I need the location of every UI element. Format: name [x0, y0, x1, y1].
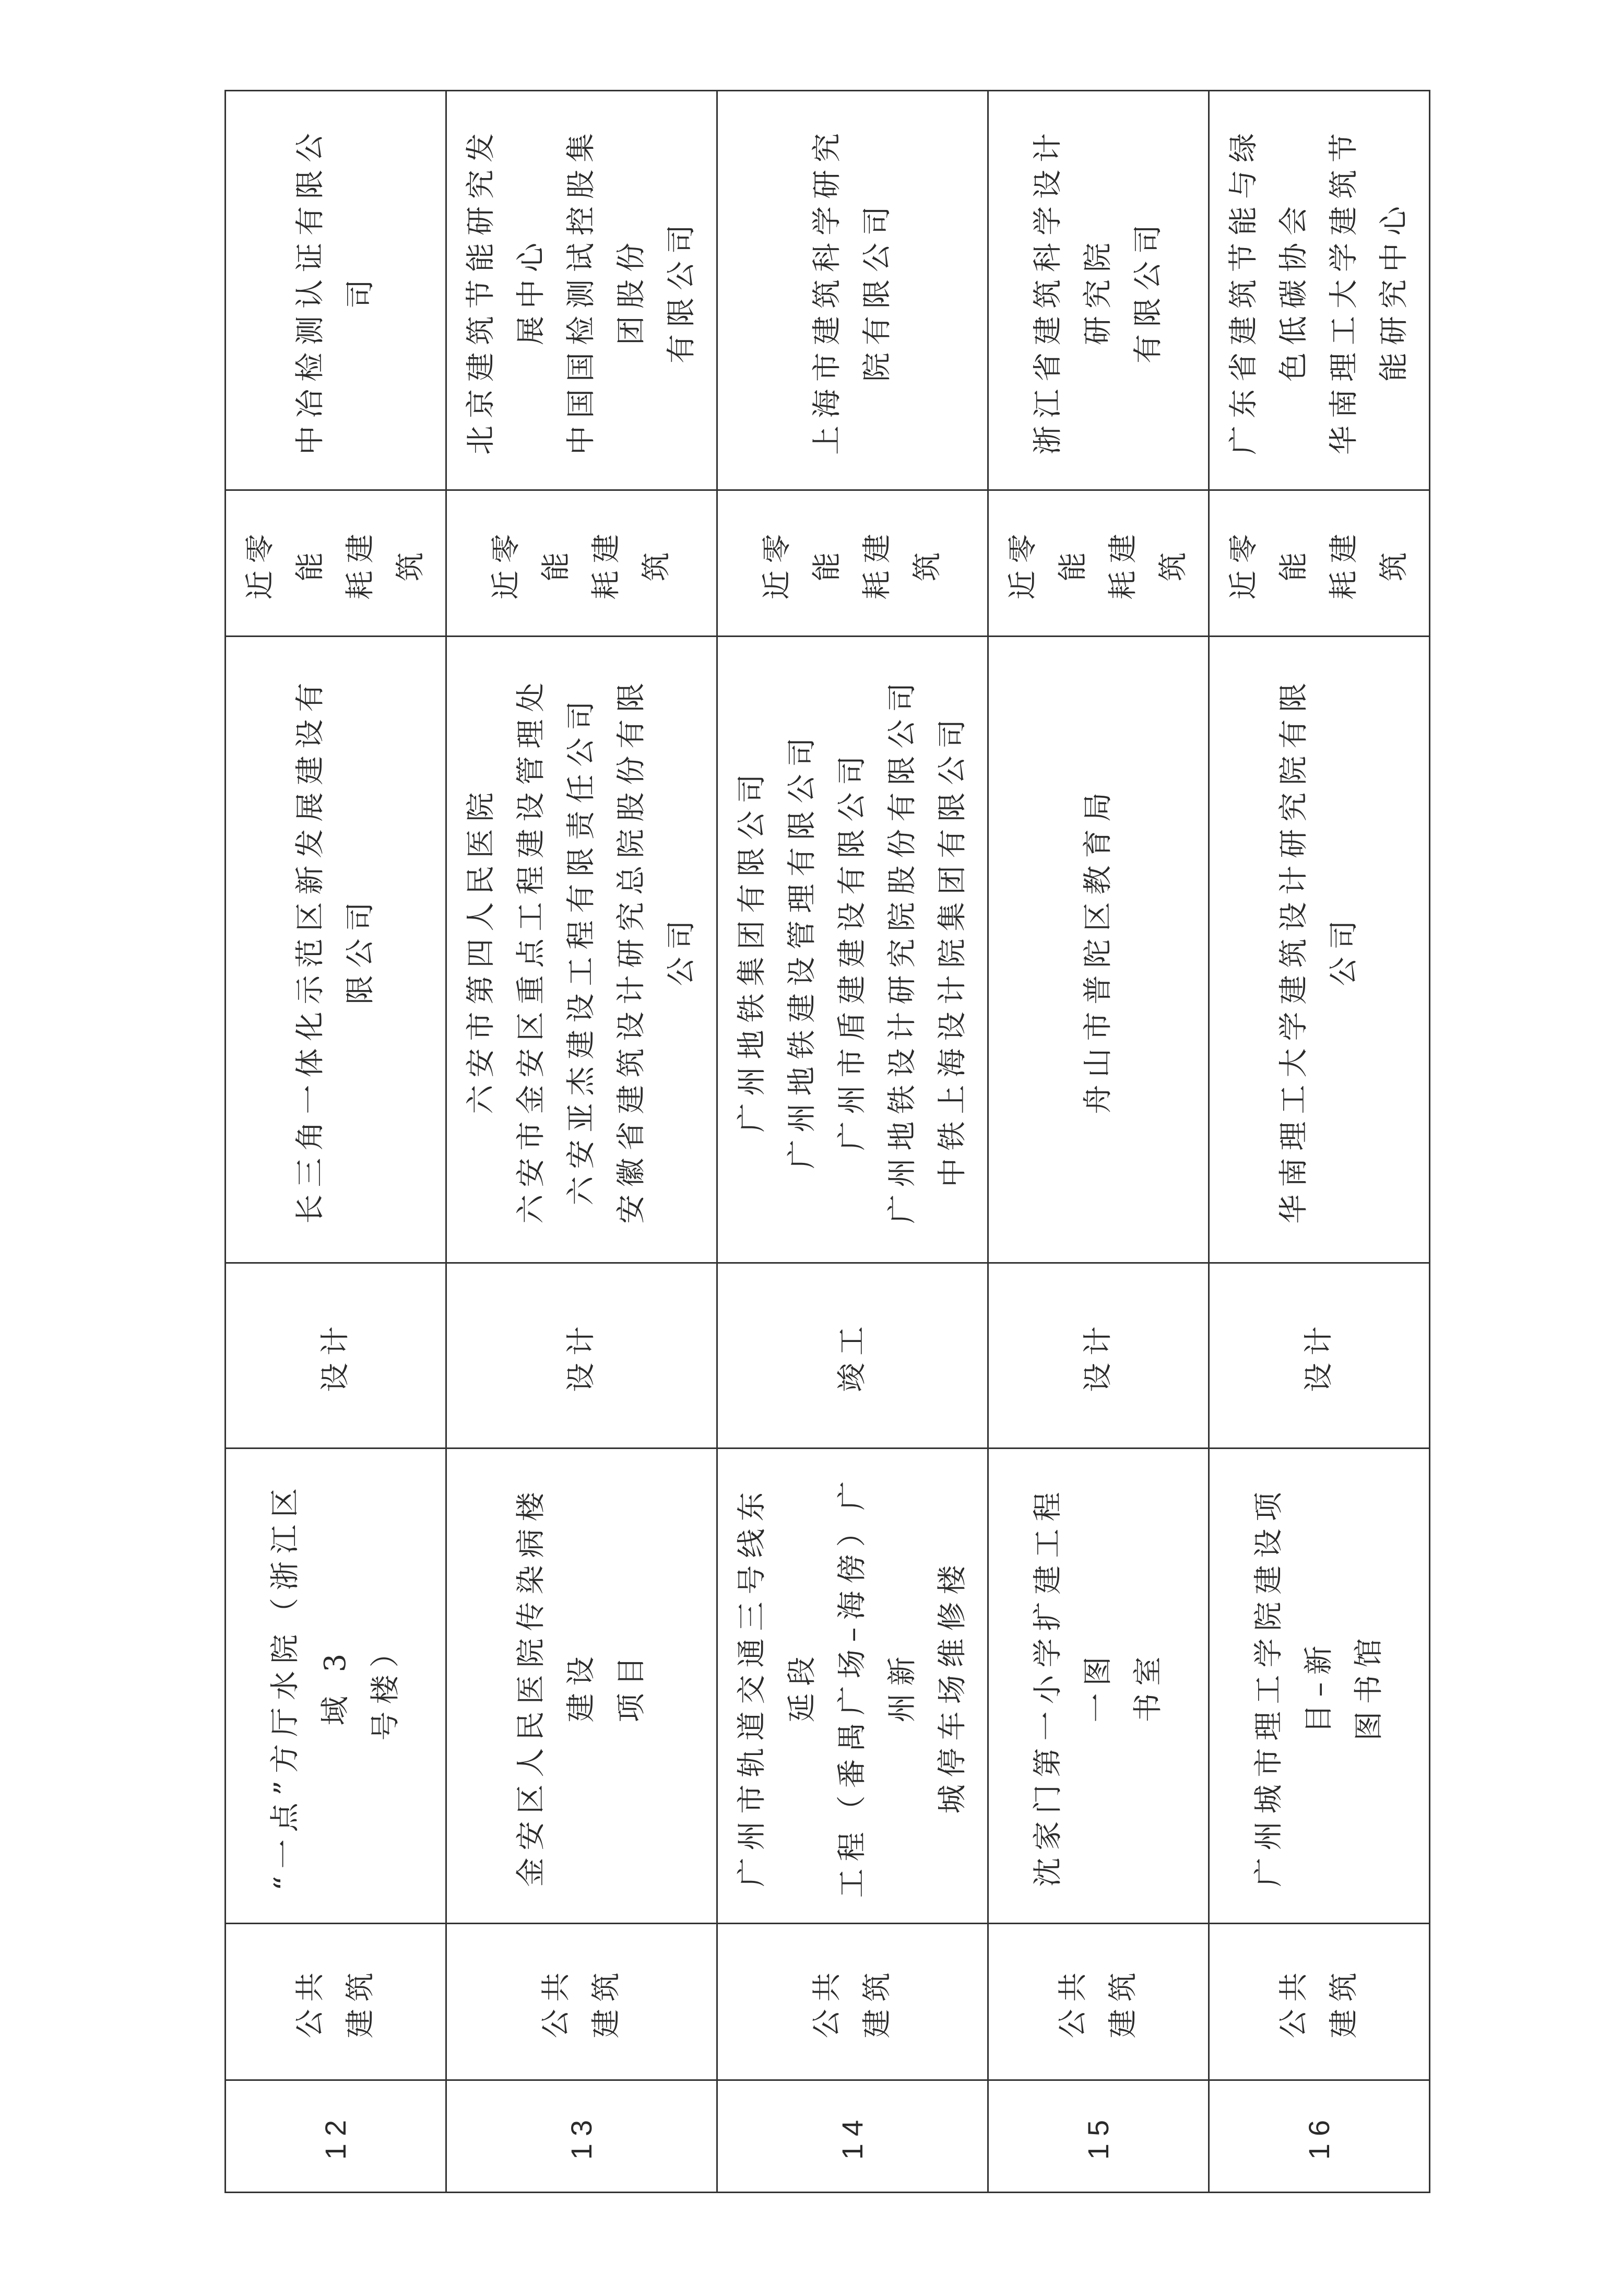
participating-units: 华南理工大学建筑设计研究院有限公司 — [1209, 637, 1430, 1263]
energy-category: 近零能 耗建筑 — [988, 490, 1209, 637]
table-row — [988, 91, 1209, 2193]
table-row — [717, 91, 988, 2193]
building-type: 公共 建筑 — [717, 1924, 988, 2080]
project-name: 广州城市理工学院建设项目–新 图书馆 — [1209, 1449, 1430, 1924]
building-type: 公共 建筑 — [988, 1924, 1209, 2080]
consulting-unit: 浙江省建筑科学设计研究院 有限公司 — [988, 91, 1209, 490]
row-number: 16 — [1209, 2080, 1430, 2193]
row-number: 12 — [226, 2080, 446, 2193]
building-type: 公共 建筑 — [446, 1924, 717, 2080]
row-number: 14 — [717, 2080, 988, 2193]
project-stage: 设计 — [226, 1263, 446, 1449]
participating-units: 长三角一体化示范区新发展建设有限公司 — [226, 637, 446, 1263]
row-number: 13 — [446, 2080, 717, 2193]
energy-category: 近零能 耗建筑 — [1209, 490, 1430, 637]
participating-units: 舟山市普陀区教育局 — [988, 637, 1209, 1263]
row-number: 15 — [988, 2080, 1209, 2193]
rotated-page — [224, 91, 1411, 2193]
consulting-unit: 北京建筑节能研究发展中心 中国国检测试控股集团股份 有限公司 — [446, 91, 717, 490]
project-name: 金安区人民医院传染病楼建设 项目 — [446, 1449, 717, 1924]
project-stage: 设计 — [446, 1263, 717, 1449]
consulting-unit: 中冶检测认证有限公司 — [226, 91, 446, 490]
building-type: 公共 建筑 — [226, 1924, 446, 2080]
energy-category: 近零能 耗建筑 — [446, 490, 717, 637]
project-stage: 设计 — [1209, 1263, 1430, 1449]
energy-category: 近零能 耗建筑 — [717, 490, 988, 637]
project-name: 广州市轨道交通三号线东延段 工程（番禺广场–海傍）广州新 城停车场维修楼 — [717, 1449, 988, 1924]
participating-units: 六安市第四人民医院 六安市金安区重点工程建设管理处 六安亚杰建设工程有限责任公司 安徽省建筑设计研究总院股份有限公司 — [446, 637, 717, 1263]
consulting-unit: 广东省建筑节能与绿色低碳协会 华南理工大学建筑节能研究中心 — [1209, 91, 1430, 490]
project-stage: 设计 — [988, 1263, 1209, 1449]
building-type: 公共 建筑 — [1209, 1924, 1430, 2080]
participating-units: 广州地铁集团有限公司 广州地铁建设管理有限公司 广州市盾建建设有限公司 广州地铁设计研究院股份有限公司 中铁上海设计院集团有限公司 — [717, 637, 988, 1263]
project-table — [224, 90, 1430, 2193]
table-row — [446, 91, 717, 2193]
consulting-unit: 上海市建筑科学研究院有限公司 — [717, 91, 988, 490]
table-row — [1209, 91, 1430, 2193]
table-row — [226, 91, 446, 2193]
energy-category: 近零能 耗建筑 — [226, 490, 446, 637]
project-stage: 竣工 — [717, 1263, 988, 1449]
project-name: 沈家门第一小学扩建工程一图 书室 — [988, 1449, 1209, 1924]
project-name: “一点”方厅水院（浙江区域 3 号楼） — [226, 1449, 446, 1924]
